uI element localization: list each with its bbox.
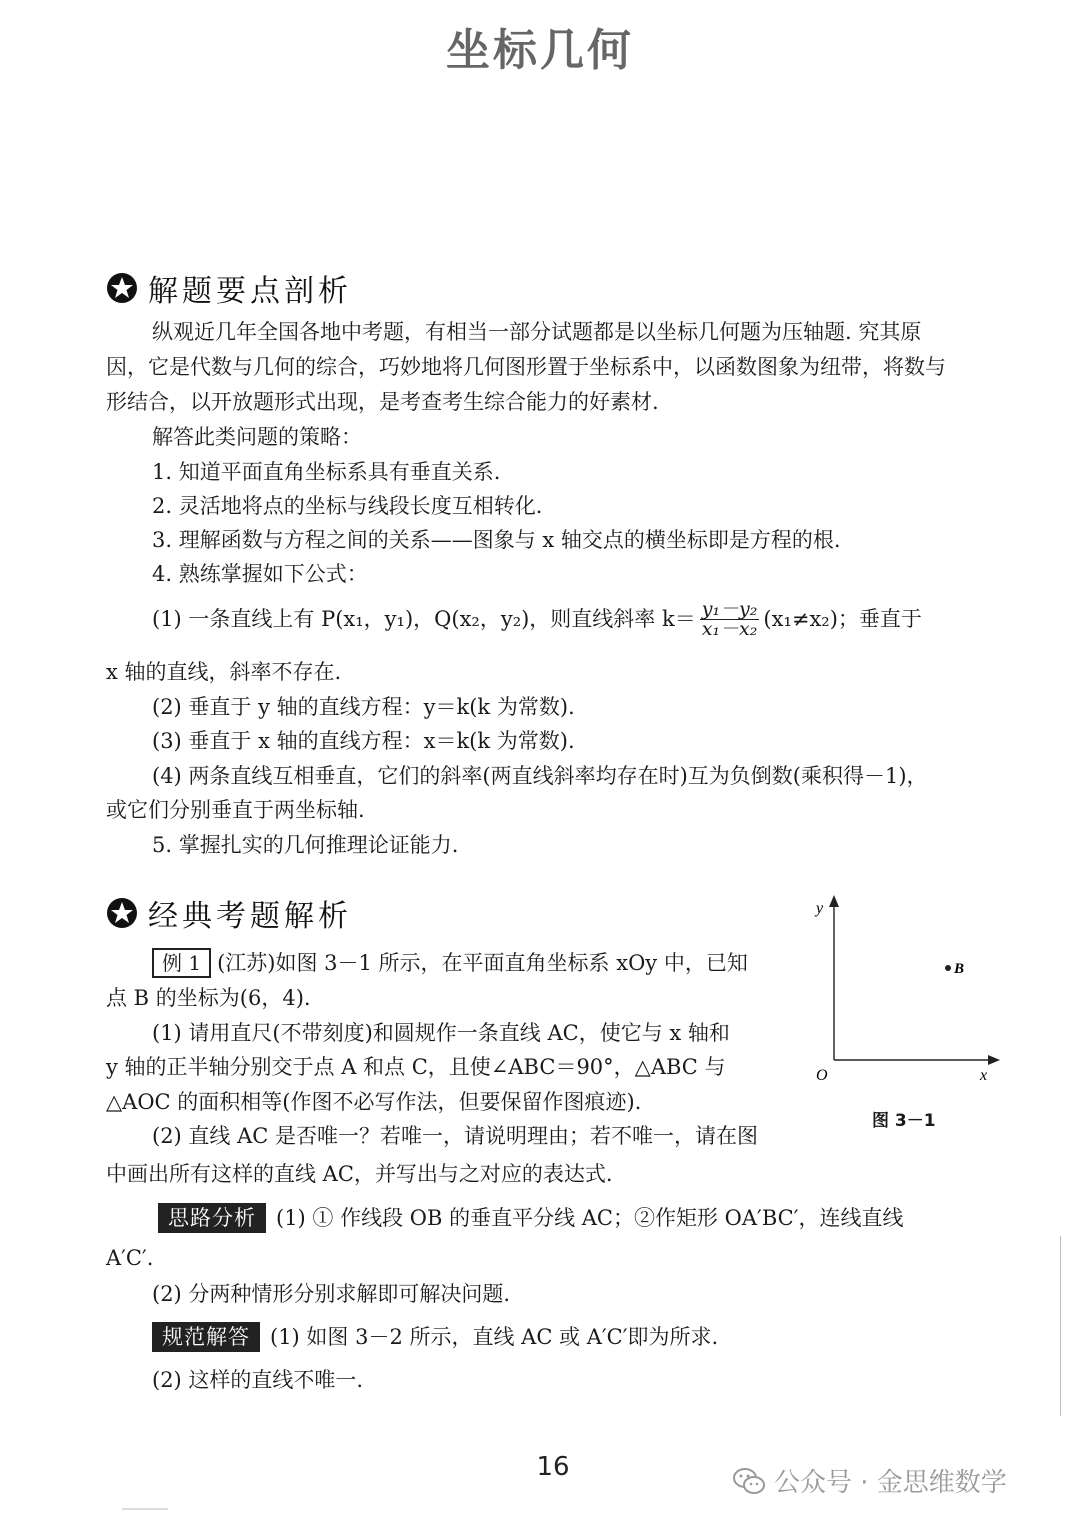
formula-item: (4) 两条直线互相垂直，它们的斜率(两直线斜率均存在时)互为负倒数(乘积得－1)， bbox=[152, 764, 928, 788]
origin-label: O bbox=[816, 1067, 828, 1084]
slope-fraction bbox=[700, 600, 760, 639]
example-line: 点 B 的坐标为(6，4). bbox=[106, 986, 311, 1010]
strategy-item: 4. 熟练掌握如下公式： bbox=[152, 562, 368, 586]
example-line: (1) 请用直尺(不带刻度)和圆规作一条直线 AC，使它与 x 轴和 bbox=[152, 1021, 730, 1045]
example-line: △AOC 的面积相等(作图不必写作法，但要保留作图痕迹). bbox=[106, 1090, 642, 1114]
coordinate-figure bbox=[796, 890, 1016, 1100]
example-line: (2) 直线 AC 是否唯一？若唯一，请说明理由；若不唯一，请在图 bbox=[152, 1124, 759, 1148]
strategy-item: 2. 灵活地将点的坐标与线段长度互相转化. bbox=[152, 494, 543, 518]
formula-continuation: x 轴的直线，斜率不存在. bbox=[106, 660, 342, 684]
y-axis-label: y bbox=[816, 900, 824, 917]
example-text: (江苏)如图 3－1 所示，在平面直角坐标系 xOy 中，已知 bbox=[217, 950, 748, 975]
example-line: y 轴的正半轴分别交于点 A 和点 C，且使∠ABC＝90°，△ABC 与 bbox=[106, 1055, 726, 1079]
figure-caption: 图 3－1 bbox=[872, 1111, 936, 1131]
page-number: 16 bbox=[536, 1452, 570, 1482]
watermark bbox=[732, 1462, 1007, 1499]
strategy-item: 5. 掌握扎实的几何推理论证能力. bbox=[152, 833, 459, 857]
y-axis-arrow-icon bbox=[829, 895, 839, 907]
solution-line: (2) 这样的直线不唯一. bbox=[152, 1368, 364, 1392]
formula-item: (2) 垂直于 y 轴的直线方程：y＝k(k 为常数). bbox=[152, 695, 575, 719]
slope-formula-suffix: (x₁≠x₂)；垂直于 bbox=[763, 607, 922, 631]
example-line: 中画出所有这样的直线 AC，并写出与之对应的表达式. bbox=[106, 1162, 613, 1186]
solution-text: (1) 如图 3－2 所示，直线 AC 或 A′C′即为所求. bbox=[270, 1324, 719, 1349]
point-b-label: B bbox=[954, 961, 965, 977]
page-title: 坐标几何 bbox=[446, 25, 634, 76]
section-marker-icon bbox=[104, 270, 140, 306]
analysis-line bbox=[158, 1203, 904, 1233]
section-heading-text: 解题要点剖析 bbox=[148, 274, 352, 309]
strategy-label: 解答此类问题的策略： bbox=[152, 425, 362, 449]
example-line bbox=[152, 948, 748, 978]
analysis-tag: 思路分析 bbox=[158, 1203, 266, 1233]
wechat-icon bbox=[732, 1466, 766, 1496]
section-marker-icon bbox=[104, 895, 140, 931]
intro-line: 因，它是代数与几何的综合，巧妙地将几何图形置于坐标系中，以函数图象为纽带，将数与 bbox=[106, 355, 946, 379]
formula-continuation: 或它们分别垂直于两坐标轴. bbox=[106, 798, 365, 822]
slope-formula-prefix: (1) 一条直线上有 P(x₁，y₁)，Q(x₂，y₂)，则直线斜率 k＝ bbox=[152, 607, 696, 631]
fraction-numerator: y₁－y₂ bbox=[701, 598, 758, 620]
strategy-item: 1. 知道平面直角坐标系具有垂直关系. bbox=[152, 460, 501, 484]
intro-line: 纵观近几年全国各地中考题，有相当一部分试题都是以坐标几何题为压轴题. 究其原 bbox=[152, 320, 922, 344]
solution-tag: 规范解答 bbox=[152, 1322, 260, 1352]
strategy-item: 3. 理解函数与方程之间的关系——图象与 x 轴交点的横坐标即是方程的根. bbox=[152, 528, 841, 552]
x-axis-arrow-icon bbox=[988, 1055, 1000, 1065]
section-heading-analysis bbox=[104, 268, 352, 308]
analysis-text: (1) ① 作线段 OB 的垂直平分线 AC；②作矩形 OA′BC′，连线直线 bbox=[276, 1205, 904, 1230]
intro-line: 形结合，以开放题形式出现，是考查考生综合能力的好素材. bbox=[106, 390, 659, 414]
formula-item: (3) 垂直于 x 轴的直线方程：x＝k(k 为常数). bbox=[152, 729, 575, 753]
watermark-text: 公众号 · 金思维数学 bbox=[774, 1468, 1007, 1498]
stray-mark bbox=[122, 1508, 168, 1510]
section-heading-text: 经典考题解析 bbox=[148, 899, 352, 934]
x-axis-label: x bbox=[980, 1067, 988, 1084]
analysis-line: (2) 分两种情形分别求解即可解决问题. bbox=[152, 1282, 511, 1306]
page-edge-line bbox=[1060, 1236, 1061, 1416]
example-tag: 例 1 bbox=[152, 948, 211, 978]
slope-formula bbox=[152, 600, 922, 639]
analysis-line: A′C′. bbox=[106, 1246, 154, 1270]
point-b bbox=[945, 965, 951, 971]
solution-line bbox=[152, 1322, 718, 1352]
fraction-denominator: x₁－x₂ bbox=[701, 618, 758, 640]
section-heading-examples bbox=[104, 893, 352, 933]
